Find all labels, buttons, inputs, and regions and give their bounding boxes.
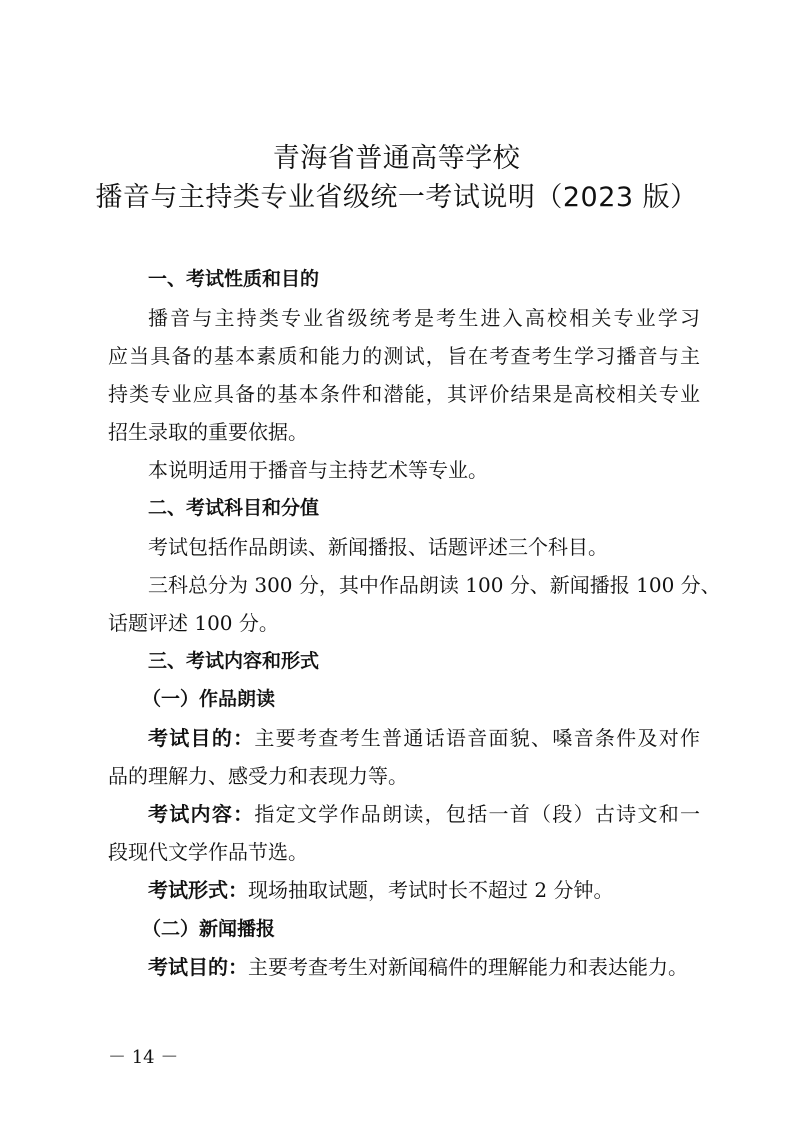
sub2-goal-text: 主要考查考生对新闻稿件的理解能力和表达能力。 bbox=[248, 955, 688, 979]
sub1-content-text: 指定文学作品朗读，包括一首（段）古诗文和一 bbox=[254, 802, 701, 826]
sub1-goal-label: 考试目的： bbox=[148, 726, 255, 750]
subsection1-heading: （一）作品朗读 bbox=[142, 688, 276, 710]
sub1-goal-line2: 品的理解力、感受力和表现力等。 bbox=[108, 764, 408, 788]
section2-paragraph2-line: 三科总分为 300 分，其中作品朗读 100 分、新闻播报 100 分、 bbox=[148, 573, 721, 597]
sub2-goal-label: 考试目的： bbox=[148, 955, 248, 979]
section3-heading: 三、考试内容和形式 bbox=[148, 650, 320, 672]
sub1-content-label: 考试内容： bbox=[148, 802, 255, 826]
section1-paragraph1-line: 持类专业应具备的基本条件和潜能，其评价结果是高校相关专业 bbox=[108, 382, 700, 406]
section1-paragraph1-line: 播音与主持类专业省级统考是考生进入高校相关专业学习 bbox=[148, 306, 700, 330]
sub1-form-label: 考试形式： bbox=[148, 878, 248, 902]
document-title-line2: 播音与主持类专业省级统一考试说明（2023 版） bbox=[95, 182, 698, 213]
document-title-line1: 青海省普通高等学校 bbox=[272, 143, 521, 174]
section2-paragraph1: 考试包括作品朗读、新闻播报、话题评述三个科目。 bbox=[148, 535, 608, 559]
section1-paragraph1-line: 应当具备的基本素质和能力的测试，旨在考查考生学习播音与主 bbox=[108, 344, 700, 368]
sub1-form-text: 现场抽取试题，考试时长不超过 2 分钟。 bbox=[248, 878, 614, 902]
section2-heading: 二、考试科目和分值 bbox=[148, 497, 320, 519]
page-number: － 14 － bbox=[108, 1047, 179, 1068]
sub1-goal-text: 主要考查考生普通话语音面貌、嗓音条件及对作 bbox=[254, 726, 701, 750]
sub1-goal-line bbox=[148, 725, 700, 752]
sub1-content-line bbox=[148, 801, 700, 828]
subsection2-heading: （二）新闻播报 bbox=[142, 918, 276, 940]
section1-paragraph2: 本说明适用于播音与主持艺术等专业。 bbox=[148, 458, 488, 482]
section2-paragraph2-line: 话题评述 100 分。 bbox=[108, 611, 279, 635]
section1-heading: 一、考试性质和目的 bbox=[148, 268, 320, 290]
section1-paragraph1-line: 招生录取的重要依据。 bbox=[108, 420, 308, 444]
sub1-content-line2: 段现代文学作品节选。 bbox=[108, 840, 308, 864]
sub1-form-line bbox=[148, 877, 740, 904]
sub2-goal-line bbox=[148, 954, 740, 981]
